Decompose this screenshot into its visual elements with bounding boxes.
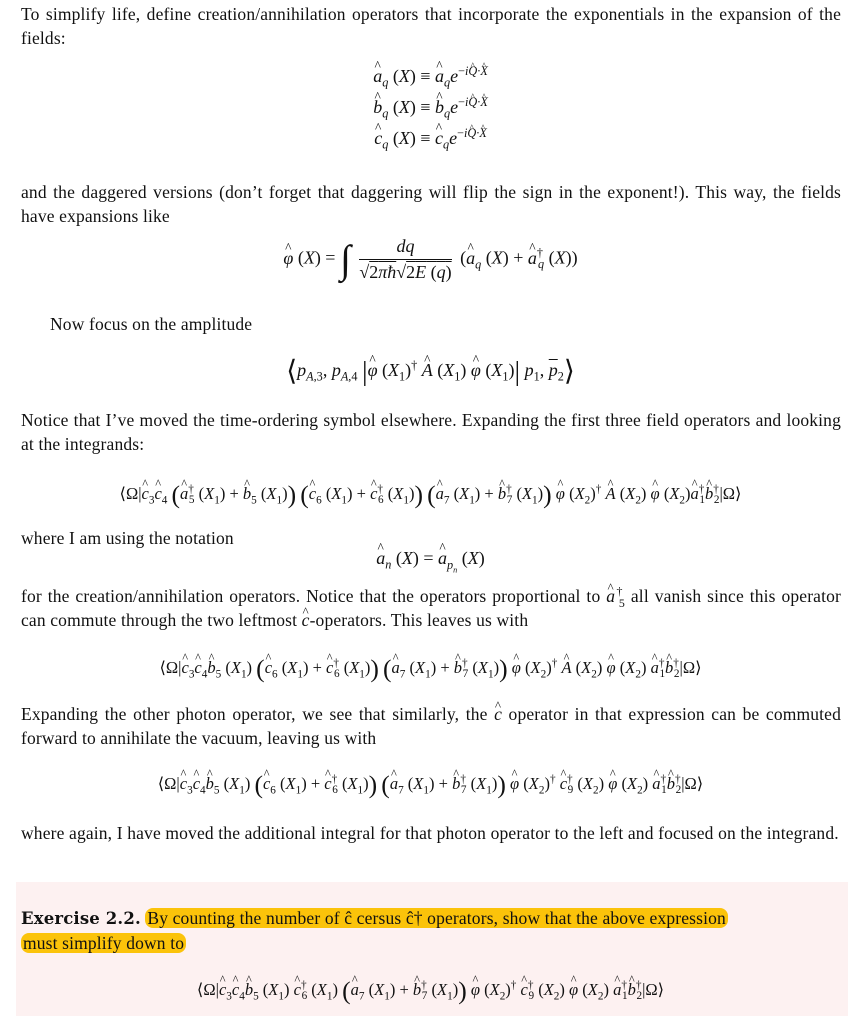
equation-exercise-result: ⟨Ω|^ $c_3\^{}$ $c_4\^{}$ $b_5$ $(X_1)$ ^ $c^\dagger_6$ $(X_1)$ (^ $a_7$ $(X_1)$ + ^ $b^\dagger_7$ $(X_1)$) ^ φ $(X_2)^\dagger$ ^ $c^\dagger_9$ $(X_2)$ ^ φ $(X_2)$ ^ $a^\dagger_1\^{}$ $b^\dagger_2|\Omega⟩$ [0,976,861,1006]
equation-expanded-1: ⟨Ω|^ $c_3\^{}$ $c_4$ (^ $a^\dagger_5$ $(X_1)$ + ^ $b_5$ $(X_1)$) (^ $c_6$ $(X_1)$ + ^ $c^\dagger_6$ $(X_1)$) (^ $a_7$ $(X_1)$ + ^ $b^\dagger_7$ $(X_1)$) ^ φ $(X_2)^\dagger$ ^ A $(X_2)$ ^ φ $(X_2)\^{}$ $a^\dagger_1\^{}$ $b^\dagger_2|\Omega⟩$ [0,480,861,510]
paragraph-vanish: for the creation/annihilation operators. Notice that the operators proportional to ^ $a^\dagger_5$ all vanish since this operator can commute through the two leftmost ^ c-operators. This leaves us with [21,584,841,632]
equation-expanded-3: ⟨Ω|^ $c_3\^{}$ $c_4\^{}$ $b_5$ $(X_1)$ (^ $c_6$ $(X_1)$ + ^ $c^\dagger_6$ $(X_1)$) (^ $a_7$ $(X_1)$ + ^ $b^\dagger_7$ $(X_1)$) ^ φ $(X_2)^\dagger$ ^ $c^\dagger_9$ $(X_2)$ ^ φ $(X_2)$ ^ $a^\dagger_1\^{}$ $b^\dagger_2|\Omega⟩$ [0,770,861,800]
paragraph-notation: where I am using the notation [21,528,234,548]
exercise-highlight-line2[interactable]: must simplify down to [23,933,185,953]
equation-amplitude: $⟨p_{A,3}$, $p_{A,4}$ |^ φ $(X_1)^\dagger$ ^ A $(X_1)$ ^ φ $(X_1)|$ $p_1$, $\overline{p}_2⟩$ [0,354,861,388]
equation-def-a: ^ $a_q$ (X) ≡ ^ $a_qe^{-iQ\cdot X}$ [0,66,861,87]
paragraph-amplitude: Now focus on the amplitude [50,314,253,334]
paragraph-photon: Expanding the other photon operator, we see that similarly, the ^ c operator in that expression can be commuted forward to annihilate the vacuum, leaving us with [21,702,841,750]
equation-notation: ^ $a_n$ (X) = ^ $a_{p_n}$ (X) [0,548,861,570]
exercise-text [21,906,841,955]
paragraph-again: where again, I have moved the additional integral for that photon operator to the left and focused on the integrand. [21,823,839,843]
paragraph-daggered: and the daggered versions (don’t forget that daggering will flip the sign in the exponent!). This way, the fields have expansions like [21,182,841,226]
paragraph-intro: To simplify life, define creation/annihilation operators that incorporate the exponentials in the expansion of the fields: [21,4,841,48]
equation-expanded-2: ⟨Ω|^ $c_3\^{}$ $c_4\^{}$ $b_5$ $(X_1)$ (^ $c_6$ $(X_1)$ + ^ $c^\dagger_6$ $(X_1)$) (^ $a_7$ $(X_1)$ + ^ $b^\dagger_7$ $(X_1)$) ^ φ $(X_2)^\dagger$ ^ A $(X_2)$ ^ φ $(X_2)$ ^ $a^\dagger_1\^{}$ $b^\dagger_2|\Omega⟩$ [0,654,861,684]
paragraph-expanding: Notice that I’ve moved the time-ordering symbol elsewhere. Expanding the first three field operators and looking at the integrands: [21,410,841,454]
equation-def-b: ^ $b_q$ (X) ≡ ^ $b_qe^{-iQ\cdot X}$ [0,97,861,118]
equation-field-expansion: ^ φ (X) = ∫ $\frac{dq}{√2\pi ħ√2E (q)}$ (^ $a_q$ (X) + ^ $a^\dagger_q$ (X)) [0,236,861,283]
exercise-highlight-line1[interactable]: By counting the number of ĉ cersus ĉ† operators, show that the above expression [147,908,726,928]
exercise-label: Exercise 2.2. [21,909,141,928]
equation-def-c: ^ $c_q$ (X) ≡ ^ $c_qe^{-iQ\cdot X}$ [0,128,861,149]
